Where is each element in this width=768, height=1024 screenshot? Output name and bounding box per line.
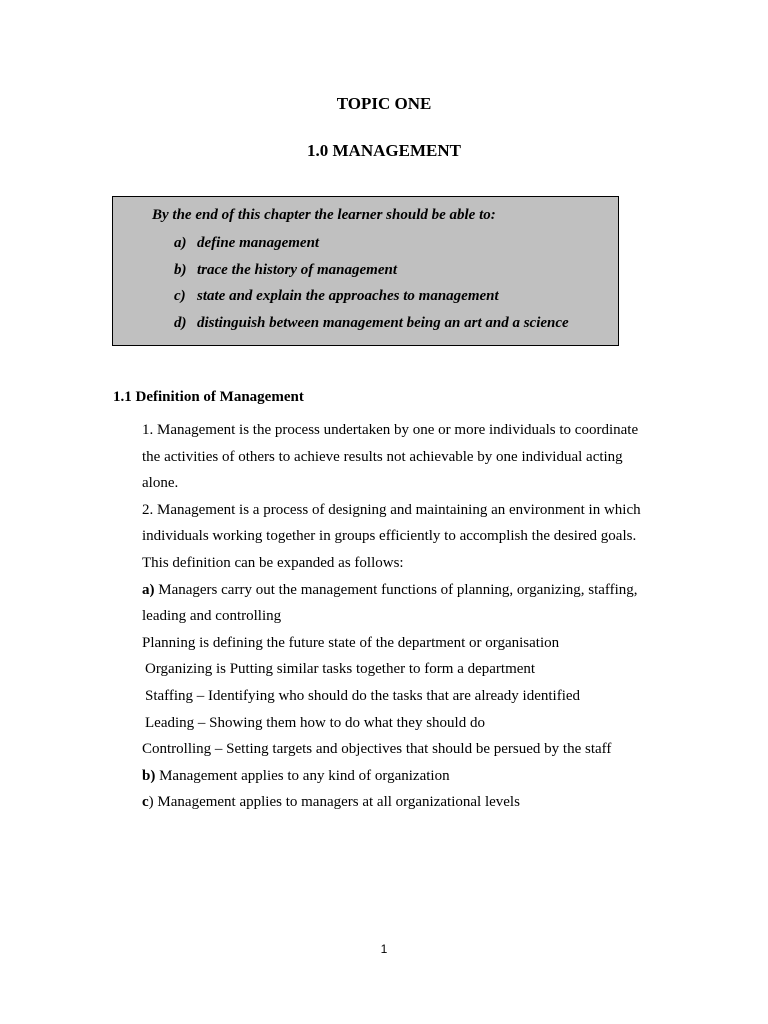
objective-item bbox=[174, 234, 569, 261]
objective-text: distinguish between management being an art and a science bbox=[197, 314, 569, 331]
point-marker: a) bbox=[142, 581, 155, 598]
text-line bbox=[142, 789, 662, 816]
learning-objectives-box bbox=[112, 196, 619, 346]
text-line: Planning is defining the future state of the department or organisation bbox=[142, 634, 560, 651]
objective-marker: a) bbox=[174, 235, 187, 251]
text-line: This definition can be expanded as follows: bbox=[142, 554, 404, 571]
text-line: Staffing – Identifying who should do the tasks that are already identified bbox=[145, 687, 581, 704]
objective-item bbox=[174, 314, 569, 341]
text-line: individuals working together in groups efficiently to accomplish the desired goals. bbox=[142, 528, 637, 545]
text-line: Leading – Showing them how to do what they should do bbox=[145, 714, 485, 731]
text-line: Controlling – Setting targets and objectives that should be persued by the staff bbox=[142, 741, 612, 758]
text-line: 2. Management is a process of designing and maintaining an environment in which bbox=[142, 501, 641, 518]
point-marker: c bbox=[142, 794, 149, 811]
text-line: Organizing is Putting similar tasks together to form a department bbox=[145, 661, 536, 678]
objective-item bbox=[174, 261, 569, 288]
objectives-list bbox=[174, 234, 569, 340]
topic-title: TOPIC ONE bbox=[336, 94, 432, 113]
text-line: the activities of others to achieve results not achievable by one individual acting bbox=[142, 448, 623, 465]
objective-text: define management bbox=[197, 235, 320, 251]
point-text: Management applies to any kind of organization bbox=[155, 767, 450, 784]
page-number: 1 bbox=[380, 942, 388, 956]
point-text: Managers carry out the management functions of planning, organizing, staffing, bbox=[154, 581, 638, 598]
objective-marker: d) bbox=[174, 314, 187, 331]
point-text: ) Management applies to managers at all organizational levels bbox=[148, 794, 520, 811]
objective-text: trace the history of management bbox=[197, 261, 397, 278]
text-line bbox=[142, 577, 662, 604]
section-body bbox=[142, 417, 662, 816]
chapter-title: 1.0 MANAGEMENT bbox=[307, 141, 461, 160]
objective-text: state and explain the approaches to management bbox=[197, 288, 499, 304]
section-heading: 1.1 Definition of Management bbox=[113, 389, 304, 405]
objective-marker: c) bbox=[174, 288, 186, 304]
text-line: 1. Management is the process undertaken by one or more individuals to coordinate bbox=[142, 422, 639, 438]
objective-marker: b) bbox=[174, 261, 187, 278]
text-line: alone. bbox=[142, 475, 179, 492]
text-line bbox=[142, 763, 662, 790]
objectives-intro: By the end of this chapter the learner should be able to: bbox=[152, 207, 496, 223]
text-line: leading and controlling bbox=[142, 608, 282, 625]
point-marker: b) bbox=[142, 767, 156, 784]
objective-item bbox=[174, 287, 569, 314]
